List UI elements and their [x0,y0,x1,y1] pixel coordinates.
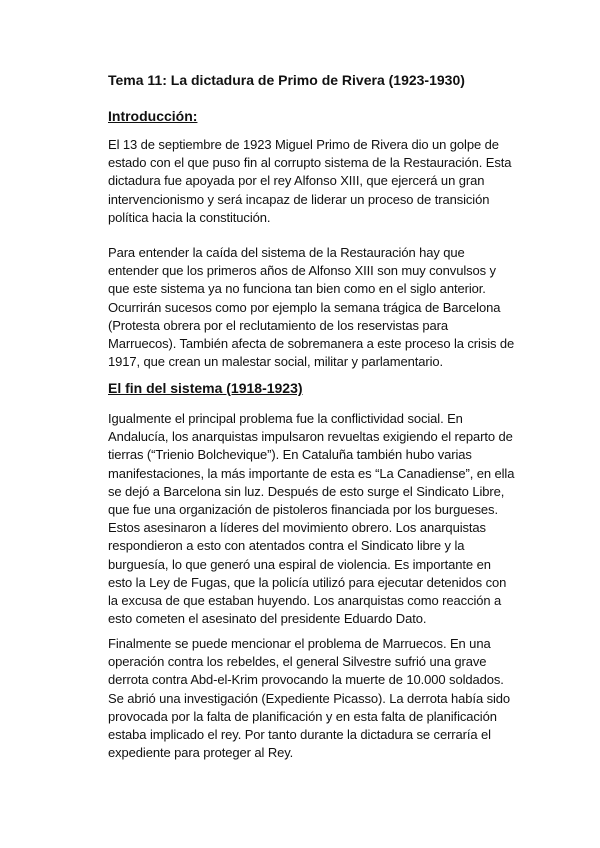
text-line: política hacia la constitución. [108,209,271,225]
text-line: Finalmente se puede mencionar el problema de Marruecos. En una [108,636,491,651]
text-line: entender que los primeros años de Alfonso XIII son muy convulsos y [108,263,496,279]
text-line: se dejó a Barcelona sin luz. Después de esto surge el Sindicato Libre, [108,483,505,499]
text-line: esto cometen el asesinato del presidente Eduardo Dato. [108,611,427,627]
text-line: Ocurrirán sucesos como por ejemplo la semana trágica de Barcelona [108,299,501,315]
text-line: Para entender la caída del sistema de la Restauración hay que [108,245,465,260]
text-line: Igualmente el principal problema fue la conflictividad social. En [108,411,463,426]
text-line: Estos asesinaron a líderes del movimiento obrero. Los anarquistas [108,520,486,536]
section-heading-introduccion: Introducción: [108,108,198,124]
text-line: provocada por la falta de planificación y en esta falta de planificación [108,708,497,724]
text-line: respondieron a esto con atentados contra el Sindicato libre y la [108,538,465,554]
text-line: operación contra los rebeldes, el general Silvestre sufrió una grave [108,654,487,670]
text-line: dictadura fue apoyada por el rey Alfonso XIII, que ejercerá un gran [108,173,485,189]
text-line: que fue una organización de pistoleros financiada por los burgueses. [108,502,498,518]
document-title: Tema 11: La dictadura de Primo de Rivera (1923-1930) [108,72,465,88]
paragraph-intro-2 [108,244,528,371]
paragraph-fin-2 [108,635,528,762]
text-line: esto la Ley de Fugas, que la policía utilizó para ejecutar detenidos con [108,574,507,590]
paragraph-fin-1 [108,410,528,628]
text-line: (Protesta obrera por el reclutamiento de los reservistas para [108,317,449,333]
text-line: Marruecos). También afecta de sobremanera a este proceso la crisis de [108,336,515,352]
text-line: expediente para proteger al Rey. [108,745,294,761]
text-line: estaba implicado el rey. Por tanto durante la dictadura se cerraría el [108,727,491,743]
text-line: que este sistema ya no funciona tan bien como en el siglo anterior. [108,281,486,297]
text-line: 1917, que crean un malestar social, militar y parlamentario. [108,354,444,370]
text-line: tierras (“Trienio Bolchevique”). En Cataluña también hubo varias [108,447,472,463]
text-line: la excusa de que estaban huyendo. Los anarquistas como reacción a [108,593,502,609]
text-line: Se abrió una investigación (Expediente Picasso). La derrota había sido [108,690,511,706]
section-heading-fin-del-sistema: El fin del sistema (1918-1923) [108,380,303,396]
text-line: burguesía, lo que generó una espiral de violencia. Es importante en [108,556,491,572]
paragraph-intro-1 [108,136,528,227]
text-line: derrota contra Abd-el-Krim provocando la muerte de 10.000 soldados. [108,672,504,688]
text-line: El 13 de septiembre de 1923 Miguel Primo de Rivera dio un golpe de [108,137,499,152]
text-line: manifestaciones, la más importante de esta es “La Canadiense”, en ella [108,465,515,481]
text-line: Andalucía, los anarquistas impulsaron revueltas exigiendo el reparto de [108,429,513,445]
text-line: estado con el que puso fin al corrupto sistema de la Restauración. Esta [108,155,512,171]
text-line: intervencionismo y será incapaz de liderar un proceso de transición [108,191,490,207]
